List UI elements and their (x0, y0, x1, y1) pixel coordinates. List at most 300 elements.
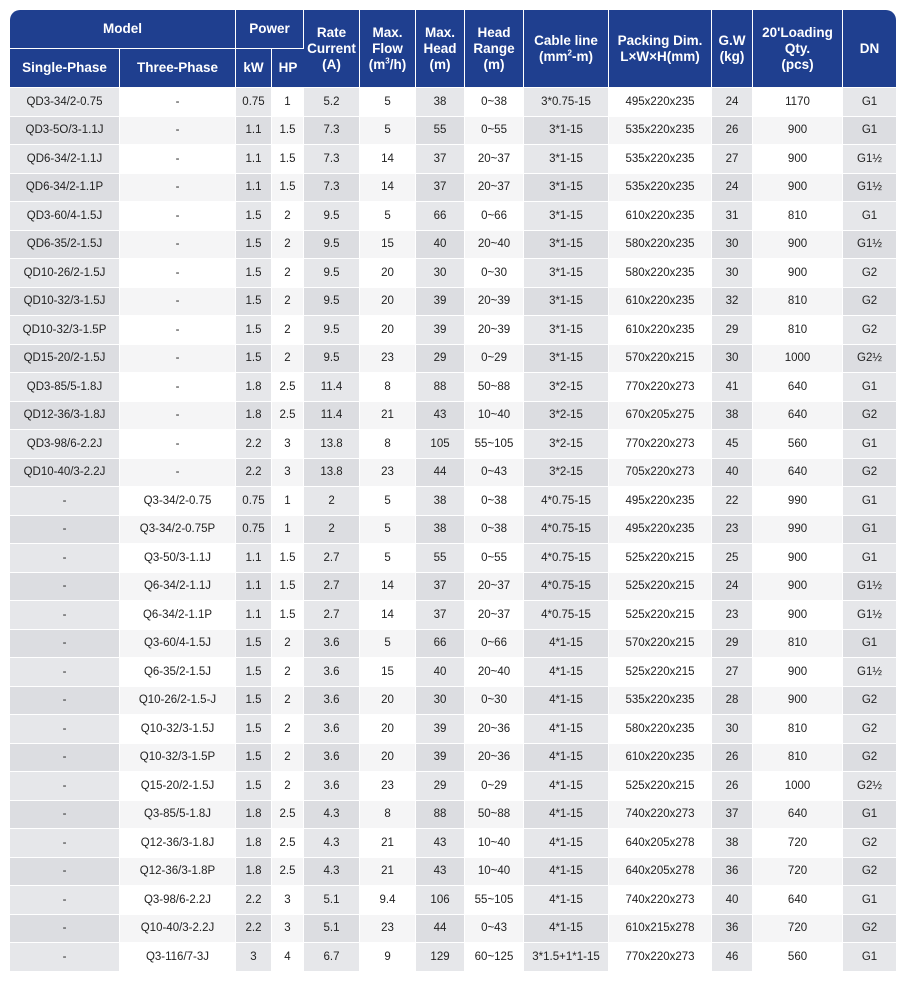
cell-cable-line: 4*1-15 (524, 687, 609, 716)
cell-max-flow: 20 (360, 259, 416, 288)
cell-cable-line: 3*1-15 (524, 316, 609, 345)
cell-gross-weight: 25 (712, 544, 753, 573)
cell-head-range: 0~66 (465, 630, 524, 659)
cell-head-range: 0~55 (465, 544, 524, 573)
cell-rate-current: 2 (304, 487, 360, 516)
cell-single-phase-model: - (10, 687, 120, 716)
cell-head-range: 0~55 (465, 117, 524, 146)
cell-power-kw: 1.8 (236, 858, 272, 887)
cell-dn: G1½ (843, 658, 896, 687)
header-max-flow-line2: Flow (372, 40, 403, 56)
cell-max-head: 39 (416, 715, 465, 744)
cell-packing-dim: 670x205x275 (609, 402, 712, 431)
cell-single-phase-model: QD6-35/2-1.5J (10, 231, 120, 260)
cell-cable-line: 4*1-15 (524, 744, 609, 773)
cell-head-range: 20~37 (465, 145, 524, 174)
table-row (10, 288, 896, 317)
cell-power-kw: 2.2 (236, 886, 272, 915)
cell-max-flow: 9.4 (360, 886, 416, 915)
cell-packing-dim: 535x220x235 (609, 687, 712, 716)
table-row (10, 231, 896, 260)
cell-power-kw: 1.1 (236, 601, 272, 630)
cell-cable-line: 3*0.75-15 (524, 88, 609, 117)
cell-single-phase-model: - (10, 886, 120, 915)
header-max-flow-line3 (360, 57, 415, 73)
cell-head-range: 55~105 (465, 886, 524, 915)
cell-single-phase-model: - (10, 630, 120, 659)
header-max-head-line2: Head (423, 40, 457, 56)
cell-loading-qty: 810 (753, 316, 843, 345)
cell-loading-qty: 900 (753, 117, 843, 146)
cell-loading-qty: 810 (753, 202, 843, 231)
cell-loading-qty: 640 (753, 402, 843, 431)
header-cable-line (524, 10, 609, 88)
cell-cable-line: 3*1-15 (524, 259, 609, 288)
cell-cable-line: 3*1-15 (524, 345, 609, 374)
cell-head-range: 0~29 (465, 772, 524, 801)
cell-packing-dim: 740x220x273 (609, 886, 712, 915)
cell-gross-weight: 37 (712, 801, 753, 830)
cell-max-flow: 21 (360, 402, 416, 431)
table-row (10, 658, 896, 687)
cell-head-range: 20~40 (465, 658, 524, 687)
header-head-range-line1: Head (477, 24, 511, 40)
cell-cable-line: 4*1-15 (524, 915, 609, 944)
cell-three-phase-model: - (120, 259, 236, 288)
cell-max-flow: 21 (360, 858, 416, 887)
cell-rate-current: 4.3 (304, 858, 360, 887)
cell-cable-line: 3*1-15 (524, 174, 609, 203)
cell-rate-current: 9.5 (304, 288, 360, 317)
cell-three-phase-model: - (120, 430, 236, 459)
cell-max-head: 37 (416, 174, 465, 203)
cell-gross-weight: 38 (712, 402, 753, 431)
cell-power-kw: 2.2 (236, 459, 272, 488)
header-cable-unit-sup: 2 (567, 48, 572, 57)
cell-single-phase-model: QD10-26/2-1.5J (10, 259, 120, 288)
header-rate-current-line1: Rate (316, 24, 347, 40)
cell-cable-line: 3*2-15 (524, 459, 609, 488)
cell-max-flow: 8 (360, 430, 416, 459)
cell-max-flow: 5 (360, 202, 416, 231)
cell-loading-qty: 900 (753, 231, 843, 260)
cell-max-flow: 14 (360, 573, 416, 602)
cell-power-hp: 1.5 (272, 145, 304, 174)
header-dn: DN (843, 10, 896, 88)
cell-rate-current: 5.1 (304, 886, 360, 915)
header-cable-line1: Cable line (534, 32, 598, 48)
cell-dn: G2 (843, 316, 896, 345)
cell-rate-current: 9.5 (304, 231, 360, 260)
cell-packing-dim: 610x220x235 (609, 316, 712, 345)
header-gw-line1: G.W (718, 32, 746, 48)
cell-packing-dim: 525x220x215 (609, 658, 712, 687)
cell-max-head: 66 (416, 202, 465, 231)
cell-loading-qty: 810 (753, 630, 843, 659)
header-max-head-line1: Max. (425, 24, 456, 40)
cell-loading-qty: 720 (753, 915, 843, 944)
cell-single-phase-model: - (10, 658, 120, 687)
cell-power-kw: 1.5 (236, 345, 272, 374)
cell-max-flow: 5 (360, 88, 416, 117)
cell-single-phase-model: - (10, 601, 120, 630)
cell-rate-current: 2.7 (304, 544, 360, 573)
cell-power-kw: 0.75 (236, 88, 272, 117)
header-loading-line1: 20'Loading (762, 24, 833, 40)
cell-max-head: 39 (416, 744, 465, 773)
table-row (10, 202, 896, 231)
cell-cable-line: 4*1-15 (524, 886, 609, 915)
header-max-head-line3: (m) (429, 56, 451, 72)
cell-power-hp: 3 (272, 459, 304, 488)
header-model: Model (10, 10, 236, 49)
cell-power-kw: 1.8 (236, 829, 272, 858)
cell-max-flow: 5 (360, 487, 416, 516)
cell-single-phase-model: QD15-20/2-1.5J (10, 345, 120, 374)
cell-three-phase-model: - (120, 373, 236, 402)
cell-max-head: 39 (416, 316, 465, 345)
cell-loading-qty: 640 (753, 373, 843, 402)
header-packing-dim (609, 10, 712, 88)
cell-cable-line: 3*1-15 (524, 288, 609, 317)
cell-dn: G1 (843, 516, 896, 545)
cell-rate-current: 11.4 (304, 373, 360, 402)
cell-three-phase-model: Q3-34/2-0.75P (120, 516, 236, 545)
cell-power-hp: 4 (272, 943, 304, 972)
cell-head-range: 20~36 (465, 715, 524, 744)
cell-dn: G1 (843, 630, 896, 659)
cell-packing-dim: 525x220x215 (609, 573, 712, 602)
cell-dn: G1½ (843, 174, 896, 203)
cell-power-hp: 2.5 (272, 829, 304, 858)
cell-power-kw: 1.1 (236, 145, 272, 174)
cell-cable-line: 4*1-15 (524, 715, 609, 744)
table-row (10, 573, 896, 602)
cell-power-hp: 2 (272, 772, 304, 801)
cell-power-hp: 3 (272, 430, 304, 459)
cell-dn: G2½ (843, 772, 896, 801)
cell-packing-dim: 610x215x278 (609, 915, 712, 944)
header-kw: kW (236, 49, 272, 88)
cell-power-hp: 3 (272, 886, 304, 915)
cell-head-range: 10~40 (465, 402, 524, 431)
cell-gross-weight: 28 (712, 687, 753, 716)
cell-max-head: 38 (416, 88, 465, 117)
cell-packing-dim: 640x205x278 (609, 858, 712, 887)
cell-max-flow: 23 (360, 772, 416, 801)
cell-packing-dim: 525x220x215 (609, 544, 712, 573)
table-row (10, 487, 896, 516)
cell-three-phase-model: - (120, 202, 236, 231)
table-row (10, 117, 896, 146)
table-row (10, 402, 896, 431)
cell-max-flow: 8 (360, 373, 416, 402)
cell-max-head: 105 (416, 430, 465, 459)
cell-loading-qty: 640 (753, 459, 843, 488)
cell-power-kw: 1.5 (236, 658, 272, 687)
table-row (10, 145, 896, 174)
cell-head-range: 0~38 (465, 88, 524, 117)
cell-max-flow: 23 (360, 345, 416, 374)
header-cable-line2 (524, 49, 608, 65)
cell-power-hp: 2 (272, 715, 304, 744)
header-head-range (465, 10, 524, 88)
cell-head-range: 60~125 (465, 943, 524, 972)
cell-loading-qty: 900 (753, 174, 843, 203)
cell-dn: G1 (843, 801, 896, 830)
cell-head-range: 20~40 (465, 231, 524, 260)
cell-packing-dim: 495x220x235 (609, 88, 712, 117)
cell-rate-current: 13.8 (304, 459, 360, 488)
table-row (10, 744, 896, 773)
cell-packing-dim: 495x220x235 (609, 487, 712, 516)
cell-gross-weight: 38 (712, 829, 753, 858)
header-loading-qty (753, 10, 843, 88)
cell-max-head: 55 (416, 117, 465, 146)
cell-loading-qty: 900 (753, 259, 843, 288)
cell-single-phase-model: QD10-32/3-1.5P (10, 316, 120, 345)
cell-single-phase-model: QD10-40/3-2.2J (10, 459, 120, 488)
cell-gross-weight: 41 (712, 373, 753, 402)
cell-power-hp: 2.5 (272, 373, 304, 402)
cell-rate-current: 3.6 (304, 687, 360, 716)
cell-rate-current: 13.8 (304, 430, 360, 459)
cell-power-kw: 1.5 (236, 744, 272, 773)
cell-rate-current: 3.6 (304, 630, 360, 659)
cell-power-hp: 2 (272, 345, 304, 374)
cell-cable-line: 4*1-15 (524, 658, 609, 687)
cell-max-head: 40 (416, 658, 465, 687)
cell-head-range: 50~88 (465, 801, 524, 830)
cell-dn: G1 (843, 886, 896, 915)
cell-head-range: 0~66 (465, 202, 524, 231)
cell-dn: G1½ (843, 231, 896, 260)
cell-rate-current: 9.5 (304, 259, 360, 288)
cell-three-phase-model: - (120, 88, 236, 117)
cell-rate-current: 2.7 (304, 601, 360, 630)
cell-three-phase-model: Q12-36/3-1.8P (120, 858, 236, 887)
cell-gross-weight: 22 (712, 487, 753, 516)
cell-loading-qty: 990 (753, 516, 843, 545)
header-max-flow-unit-b: /h) (389, 56, 407, 72)
cell-single-phase-model: QD3-98/6-2.2J (10, 430, 120, 459)
cell-packing-dim: 610x220x235 (609, 288, 712, 317)
cell-max-head: 43 (416, 858, 465, 887)
cell-max-head: 37 (416, 145, 465, 174)
cell-power-kw: 1.5 (236, 772, 272, 801)
cell-max-head: 39 (416, 288, 465, 317)
cell-power-hp: 2 (272, 259, 304, 288)
table-row (10, 259, 896, 288)
cell-cable-line: 4*1-15 (524, 829, 609, 858)
cell-head-range: 20~39 (465, 316, 524, 345)
cell-max-flow: 14 (360, 601, 416, 630)
cell-max-flow: 5 (360, 117, 416, 146)
cell-dn: G2 (843, 259, 896, 288)
cell-max-flow: 15 (360, 231, 416, 260)
cell-cable-line: 3*2-15 (524, 402, 609, 431)
cell-max-head: 106 (416, 886, 465, 915)
cell-packing-dim: 580x220x235 (609, 715, 712, 744)
table-row (10, 516, 896, 545)
cell-head-range: 10~40 (465, 858, 524, 887)
cell-rate-current: 2 (304, 516, 360, 545)
table-header (10, 10, 896, 88)
cell-cable-line: 4*1-15 (524, 801, 609, 830)
cell-gross-weight: 23 (712, 601, 753, 630)
cell-max-flow: 20 (360, 288, 416, 317)
cell-rate-current: 3.6 (304, 772, 360, 801)
cell-packing-dim: 570x220x215 (609, 345, 712, 374)
header-max-head (416, 10, 465, 88)
cell-rate-current: 6.7 (304, 943, 360, 972)
cell-cable-line: 4*1-15 (524, 772, 609, 801)
cell-loading-qty: 900 (753, 658, 843, 687)
cell-loading-qty: 640 (753, 801, 843, 830)
cell-head-range: 10~40 (465, 829, 524, 858)
cell-three-phase-model: Q3-116/7-3J (120, 943, 236, 972)
cell-head-range: 0~43 (465, 915, 524, 944)
cell-single-phase-model: - (10, 715, 120, 744)
cell-loading-qty: 810 (753, 288, 843, 317)
cell-gross-weight: 29 (712, 630, 753, 659)
cell-dn: G1 (843, 202, 896, 231)
header-max-flow-line1: Max. (372, 24, 403, 40)
cell-dn: G1 (843, 373, 896, 402)
cell-power-kw: 1.1 (236, 174, 272, 203)
cell-power-hp: 1.5 (272, 601, 304, 630)
cell-max-flow: 5 (360, 544, 416, 573)
cell-gross-weight: 45 (712, 430, 753, 459)
cell-max-head: 44 (416, 459, 465, 488)
cell-packing-dim: 770x220x273 (609, 373, 712, 402)
cell-power-hp: 2 (272, 744, 304, 773)
cell-max-head: 40 (416, 231, 465, 260)
cell-packing-dim: 495x220x235 (609, 516, 712, 545)
cell-max-head: 43 (416, 402, 465, 431)
table-row (10, 88, 896, 117)
cell-dn: G1 (843, 88, 896, 117)
cell-three-phase-model: Q10-26/2-1.5-J (120, 687, 236, 716)
cell-head-range: 20~37 (465, 573, 524, 602)
cell-single-phase-model: - (10, 801, 120, 830)
cell-max-flow: 20 (360, 316, 416, 345)
spec-table-container (10, 10, 896, 972)
cell-packing-dim: 535x220x235 (609, 174, 712, 203)
cell-power-hp: 2 (272, 231, 304, 260)
table-row (10, 544, 896, 573)
cell-cable-line: 3*2-15 (524, 430, 609, 459)
cell-loading-qty: 1000 (753, 772, 843, 801)
cell-three-phase-model: - (120, 459, 236, 488)
cell-power-hp: 3 (272, 915, 304, 944)
cell-single-phase-model: QD10-32/3-1.5J (10, 288, 120, 317)
cell-loading-qty: 900 (753, 601, 843, 630)
cell-gross-weight: 40 (712, 459, 753, 488)
cell-loading-qty: 560 (753, 430, 843, 459)
cell-max-head: 43 (416, 829, 465, 858)
cell-max-head: 30 (416, 259, 465, 288)
cell-power-kw: 1.5 (236, 316, 272, 345)
cell-dn: G1 (843, 430, 896, 459)
cell-cable-line: 3*1-15 (524, 145, 609, 174)
cell-head-range: 20~36 (465, 744, 524, 773)
cell-single-phase-model: - (10, 516, 120, 545)
cell-loading-qty: 900 (753, 573, 843, 602)
cell-packing-dim: 535x220x235 (609, 117, 712, 146)
cell-packing-dim: 770x220x273 (609, 943, 712, 972)
table-row (10, 601, 896, 630)
cell-dn: G1 (843, 943, 896, 972)
cell-max-flow: 9 (360, 943, 416, 972)
cell-packing-dim: 535x220x235 (609, 145, 712, 174)
cell-power-hp: 2.5 (272, 402, 304, 431)
header-single-phase: Single-Phase (10, 49, 120, 88)
table-row (10, 459, 896, 488)
cell-cable-line: 3*1-15 (524, 202, 609, 231)
cell-gross-weight: 29 (712, 316, 753, 345)
cell-rate-current: 9.5 (304, 316, 360, 345)
cell-single-phase-model: - (10, 573, 120, 602)
cell-packing-dim: 610x220x235 (609, 744, 712, 773)
cell-single-phase-model: - (10, 943, 120, 972)
header-gw-line2: (kg) (719, 48, 745, 64)
cell-max-flow: 14 (360, 145, 416, 174)
pump-spec-table (10, 10, 896, 972)
cell-gross-weight: 26 (712, 772, 753, 801)
cell-power-kw: 1.5 (236, 630, 272, 659)
cell-rate-current: 4.3 (304, 829, 360, 858)
cell-three-phase-model: - (120, 402, 236, 431)
cell-gross-weight: 32 (712, 288, 753, 317)
cell-three-phase-model: Q10-32/3-1.5P (120, 744, 236, 773)
cell-packing-dim: 610x220x235 (609, 202, 712, 231)
cell-gross-weight: 36 (712, 915, 753, 944)
cell-head-range: 50~88 (465, 373, 524, 402)
cell-single-phase-model: - (10, 544, 120, 573)
cell-cable-line: 4*1-15 (524, 858, 609, 887)
cell-single-phase-model: QD3-60/4-1.5J (10, 202, 120, 231)
cell-power-hp: 1 (272, 487, 304, 516)
cell-dn: G2 (843, 744, 896, 773)
cell-cable-line: 3*1-15 (524, 231, 609, 260)
cell-max-head: 88 (416, 801, 465, 830)
cell-single-phase-model: - (10, 772, 120, 801)
cell-head-range: 20~37 (465, 174, 524, 203)
cell-packing-dim: 525x220x215 (609, 601, 712, 630)
cell-gross-weight: 24 (712, 174, 753, 203)
cell-dn: G2 (843, 402, 896, 431)
cell-dn: G2½ (843, 345, 896, 374)
cell-three-phase-model: Q3-98/6-2.2J (120, 886, 236, 915)
cell-three-phase-model: Q3-50/3-1.1J (120, 544, 236, 573)
cell-rate-current: 3.6 (304, 658, 360, 687)
cell-cable-line: 4*0.75-15 (524, 573, 609, 602)
cell-head-range: 0~30 (465, 259, 524, 288)
cell-three-phase-model: Q3-60/4-1.5J (120, 630, 236, 659)
header-gross-weight (712, 10, 753, 88)
cell-gross-weight: 24 (712, 88, 753, 117)
header-rate-current-line2: Current (307, 40, 356, 56)
cell-three-phase-model: - (120, 174, 236, 203)
cell-cable-line: 4*0.75-15 (524, 601, 609, 630)
table-body (10, 88, 896, 972)
cell-power-hp: 2 (272, 658, 304, 687)
cell-single-phase-model: QD3-85/5-1.8J (10, 373, 120, 402)
cell-head-range: 20~39 (465, 288, 524, 317)
cell-loading-qty: 720 (753, 829, 843, 858)
cell-power-hp: 1.5 (272, 573, 304, 602)
